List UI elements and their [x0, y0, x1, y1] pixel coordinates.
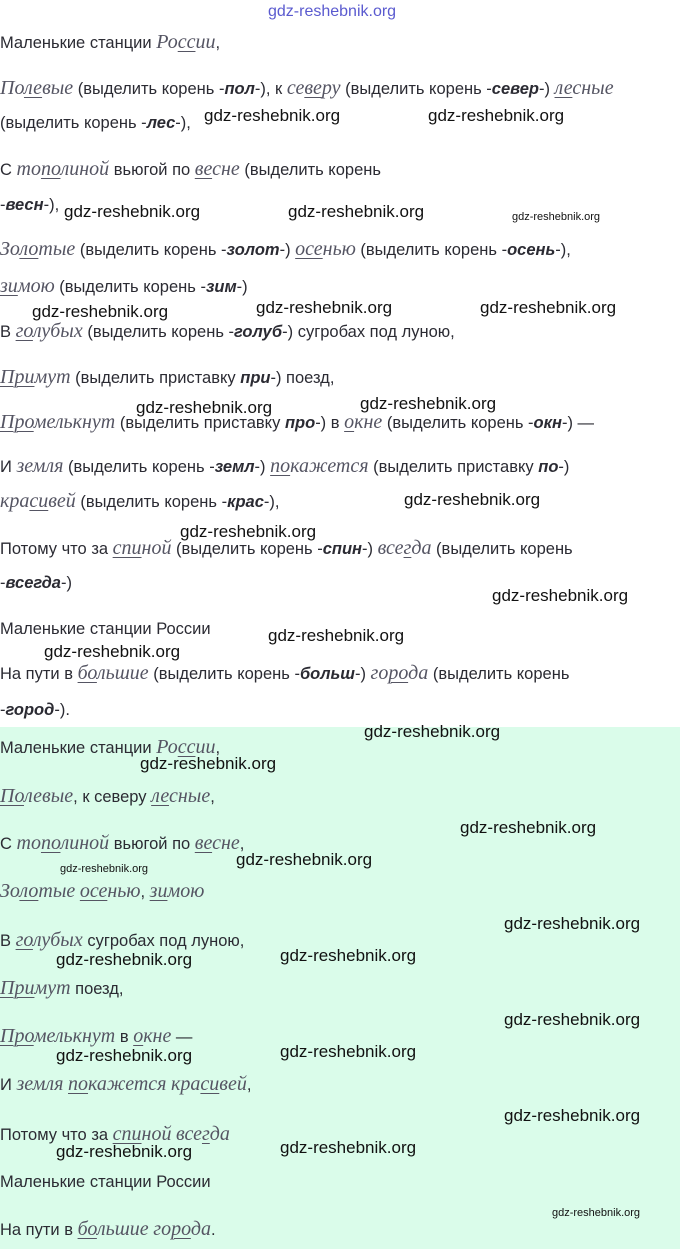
answer-line-2: Полевые, к северу лесные,	[0, 785, 215, 807]
analysis-line-6: Примут (выделить приставку при-) поезд,	[0, 366, 335, 388]
analysis-line-7: Промелькнут (выделить приставку про-) в окне (выделить корень -окн-) —	[0, 411, 595, 433]
watermark: gdz-reshebnik.org	[504, 1106, 641, 1125]
watermark: gdz-reshebnik.org	[480, 298, 617, 317]
watermark: gdz-reshebnik.org	[56, 950, 193, 969]
watermark: gdz-reshebnik.org	[256, 298, 393, 317]
watermark: gdz-reshebnik.org	[56, 1046, 193, 1065]
watermark: gdz-reshebnik.org	[504, 914, 641, 933]
answer-line-4: Золотые осенью, зимою	[0, 880, 205, 902]
watermark: gdz-reshebnik.org	[492, 586, 629, 605]
watermark: gdz-reshebnik.org	[404, 490, 541, 509]
analysis-line-5: В голубых (выделить корень -голуб-) сугробах под луною,	[0, 320, 455, 342]
analysis-line-2a: Полевые (выделить корень -пол-), к северу (выделить корень -север-) лесные	[0, 77, 614, 99]
analysis-line-10a: Потому что за спиной (выделить корень -спин-) всегда (выделить корень	[0, 537, 573, 559]
watermark: gdz-reshebnik.org	[504, 1010, 641, 1029]
analysis-line-10b: -всегда-)	[0, 574, 72, 592]
analysis-line-3a: С тополиной вьюгой по весне (выделить корень	[0, 158, 381, 180]
watermark: gdz-reshebnik.org	[360, 394, 497, 413]
watermark: gdz-reshebnik.org	[180, 522, 317, 541]
watermark: gdz-reshebnik.org	[64, 202, 201, 221]
analysis-line-9: красивей (выделить корень -крас-),	[0, 490, 280, 512]
watermark: gdz-reshebnik.org	[428, 106, 565, 125]
answer-line-8: И земля покажется красивей,	[0, 1073, 252, 1095]
watermark: gdz-reshebnik.org	[552, 1207, 641, 1219]
watermark: gdz-reshebnik.org	[44, 642, 181, 661]
answer-line-1: Маленькие станции России,	[0, 736, 221, 758]
watermark: gdz-reshebnik.org	[288, 202, 425, 221]
watermark: gdz-reshebnik.org	[280, 1042, 417, 1061]
watermark: gdz-reshebnik.org	[140, 754, 277, 773]
analysis-line-11: Маленькие станции России	[0, 620, 211, 638]
answer-line-11: На пути в большие города.	[0, 1218, 216, 1240]
watermark: gdz-reshebnik.org	[236, 850, 373, 869]
watermark: gdz-reshebnik.org	[136, 398, 273, 417]
analysis-line-12a: На пути в большие (выделить корень -больш-) города (выделить корень	[0, 662, 570, 684]
watermark-link[interactable]: gdz-reshebnik.org	[268, 3, 397, 20]
answer-line-5: В голубых сугробах под луною,	[0, 929, 245, 951]
watermark: gdz-reshebnik.org	[512, 211, 601, 223]
analysis-line-3b: -весн-),	[0, 196, 60, 214]
watermark: gdz-reshebnik.org	[280, 1138, 417, 1157]
watermark: gdz-reshebnik.org	[280, 946, 417, 965]
answer-line-3: С тополиной вьюгой по весне,	[0, 832, 245, 854]
analysis-line-2b: (выделить корень -лес-),	[0, 114, 191, 132]
analysis-line-4b: зимою (выделить корень -зим-)	[0, 275, 248, 297]
answer-line-7: Промелькнут в окне —	[0, 1025, 193, 1047]
answer-line-10: Маленькие станции России	[0, 1173, 211, 1191]
watermark: gdz-reshebnik.org	[460, 818, 597, 837]
analysis-line-8: И земля (выделить корень -земл-) покажется (выделить приставку по-)	[0, 455, 570, 477]
analysis-line-12b: -город-).	[0, 701, 70, 719]
answer-line-6: Примут поезд,	[0, 977, 124, 999]
watermark: gdz-reshebnik.org	[60, 863, 149, 875]
watermark: gdz-reshebnik.org	[268, 626, 405, 645]
watermark: gdz-reshebnik.org	[364, 722, 501, 741]
watermark: gdz-reshebnik.org	[32, 302, 169, 321]
answer-line-9: Потому что за спиной всегда	[0, 1123, 230, 1145]
analysis-line-4a: Золотые (выделить корень -золот-) осенью (выделить корень -осень-),	[0, 238, 571, 260]
watermark: gdz-reshebnik.org	[204, 106, 341, 125]
analysis-line-1: Маленькие станции России,	[0, 31, 221, 53]
watermark: gdz-reshebnik.org	[56, 1142, 193, 1161]
